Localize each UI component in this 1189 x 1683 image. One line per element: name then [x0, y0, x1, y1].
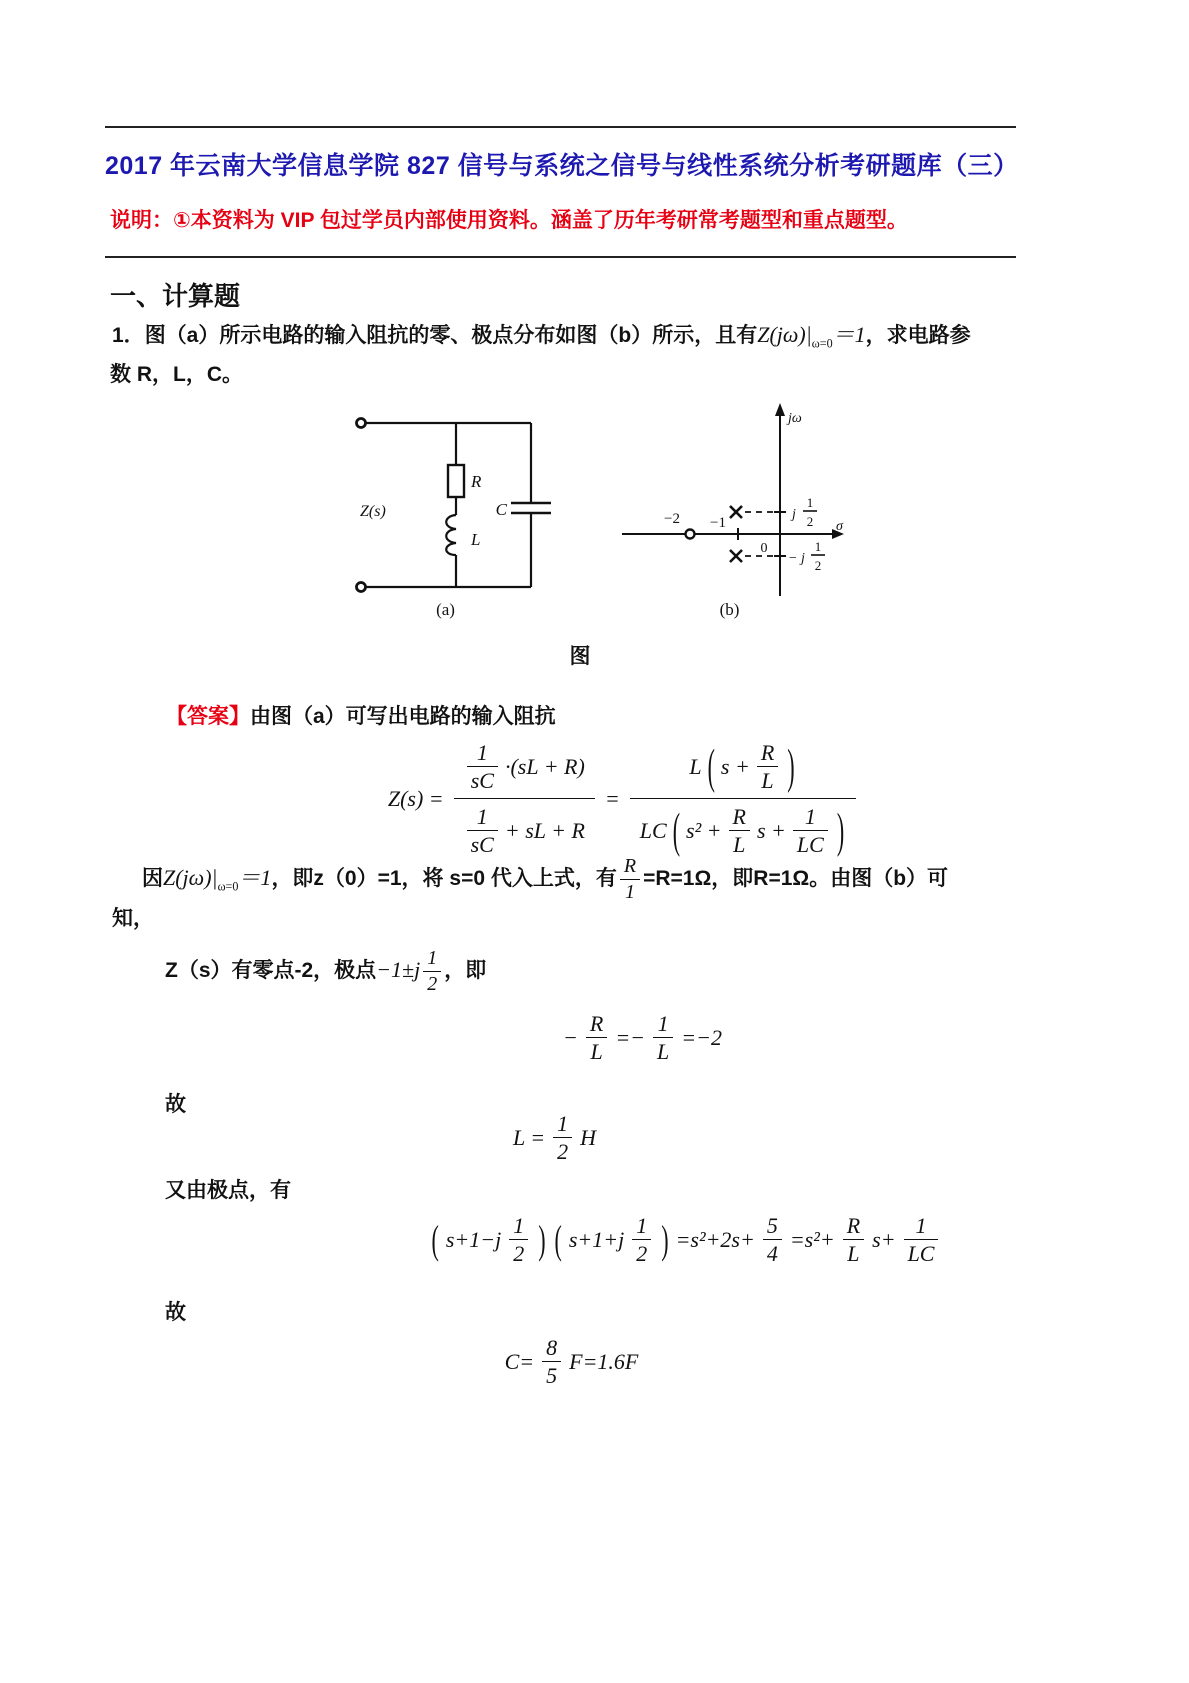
- question-1-line2: 数 R，L，C。: [110, 363, 243, 386]
- answer-intro: [166, 700, 556, 730]
- origin-label: 0: [760, 541, 768, 556]
- fraction: $\frac{R}{1}$: [620, 856, 640, 903]
- inductor-label: L: [471, 530, 481, 549]
- header-divider: [105, 256, 1016, 258]
- left-paren: (: [554, 1215, 562, 1262]
- answer-intro-text: 由图（a）可写出电路的输入阻抗: [250, 705, 556, 728]
- inline-math: $Z(j\omega)|_{\omega=0}=1$: [163, 865, 272, 894]
- eq1-right-fraction: L ( s + $\frac{R}{L}$ ) LC ( s² + $\frac{R}{L}$ s + $\frac{1}{LC}$ ): [630, 738, 856, 859]
- fraction: $\frac{1}{LC}$: [793, 805, 828, 856]
- jw-axis-label: jω: [788, 411, 802, 426]
- fraction: $\frac{R}{L}$: [729, 805, 750, 856]
- terminal-bottom-icon: [357, 583, 366, 592]
- question-number: 1．: [112, 324, 145, 347]
- vip-notice: 说明：①本资料为 VIP 包过学员内部使用资料。涵盖了历年考研常考题型和重点题型。: [110, 209, 908, 232]
- document-title: 2017 年云南大学信息学院 827 信号与系统之信号与线性系统分析考研题库（三）: [105, 152, 1019, 180]
- circuit-figure: [338, 398, 553, 598]
- capacitor-label: C: [495, 500, 507, 519]
- pole-real-label: −1: [710, 515, 726, 531]
- pole-zero-figure: [612, 400, 847, 605]
- fraction: $\frac{1}{sC}$: [467, 741, 498, 792]
- question-text-after: ，求电路参: [865, 324, 971, 347]
- sigma-axis-label: σ: [836, 519, 843, 534]
- question-1-line1: [112, 318, 971, 351]
- fraction: $\frac{1}{2}$: [553, 1112, 572, 1163]
- terminal-top-icon: [357, 419, 366, 428]
- question-text-before: 图（a）所示电路的输入阻抗的零、极点分布如图（b）所示，且有: [144, 324, 758, 347]
- fraction: $\frac{1}{sC}$: [467, 805, 498, 856]
- equals-sign: =: [604, 785, 620, 811]
- upper-frac-den: 2: [806, 514, 814, 529]
- inductor-icon: [446, 515, 456, 555]
- inline-math: −1±j: [376, 957, 421, 983]
- equation-pole-product: ( s+1−j $\frac{1}{2}$ ) ( s+1+j $\frac{1}{2}$ ) =s²+2s+ $\frac{5}{4}$ =s²+ $\frac{R}{L}$ s+ $\frac{1}{LC}$: [91, 1214, 1189, 1265]
- fraction: $\frac{R}{L}$: [757, 741, 778, 792]
- answer-paragraph-3: 又由极点，有: [165, 1179, 291, 1202]
- left-paren: (: [672, 802, 681, 858]
- fraction: $\frac{5}{4}$: [763, 1214, 782, 1265]
- left-paren: (: [431, 1215, 439, 1262]
- fraction: $\frac{1}{L}$: [653, 1012, 673, 1063]
- resistor-icon: [448, 465, 464, 497]
- answer-label: 【答案】: [166, 705, 250, 728]
- pole-lower-icon: [730, 550, 742, 562]
- lower-frac-den: 2: [814, 558, 822, 573]
- jw-axis-arrow-icon: [775, 403, 785, 416]
- connective-gu-2: 故: [165, 1301, 186, 1324]
- figure-caption: 图: [569, 645, 591, 668]
- zero-value-label: −2: [664, 511, 680, 527]
- eq1-left-fraction: $\frac{1}{sC}$ ·(sL + R) $\frac{1}{sC}$ + sL + R: [454, 738, 595, 859]
- fraction: $\frac{1}{2}$: [632, 1214, 651, 1265]
- fraction: $\frac{R}{L}$: [843, 1214, 864, 1265]
- fraction: $\frac{1}{LC}$: [904, 1214, 939, 1265]
- fraction: $\frac{1}{2}$: [423, 948, 441, 995]
- zero-marker-icon: [686, 530, 695, 539]
- eq1-lhs: Z(s) =: [387, 785, 444, 811]
- upper-frac-num: 1: [806, 495, 814, 510]
- right-paren: ): [661, 1215, 669, 1262]
- connective-gu-1: 故: [165, 1093, 186, 1116]
- circuit-diagram: [338, 398, 553, 593]
- fraction: $\frac{1}{2}$: [509, 1214, 528, 1265]
- fraction: $\frac{8}{5}$: [542, 1336, 561, 1387]
- right-paren: ): [538, 1215, 546, 1262]
- right-paren: ): [836, 802, 845, 858]
- section-heading: 一、计算题: [110, 281, 241, 311]
- figure-a-label: (a): [436, 600, 455, 619]
- fraction: $\frac{R}{L}$: [586, 1012, 607, 1063]
- equation-input-impedance: [30, 738, 1189, 859]
- lower-imag-j: − j: [788, 551, 805, 566]
- equation-inductance: L = $\frac{1}{2}$ H: [512, 1111, 597, 1165]
- equation-zero-pole-ratio: − $\frac{R}{L}$ =− $\frac{1}{L}$ =−2: [563, 1011, 722, 1065]
- lower-frac-num: 1: [814, 539, 822, 554]
- answer-paragraph-2: Z（s）有零点-2，极点−1±j $\frac{1}{2}$ ，即: [165, 947, 487, 995]
- pole-zero-plot: [612, 400, 847, 600]
- pole-upper-icon: [730, 506, 742, 518]
- resistor-label: R: [471, 472, 482, 491]
- equation-capacitance: C= $\frac{8}{5}$ F=1.6F: [504, 1335, 639, 1389]
- right-paren: ): [787, 737, 795, 793]
- top-divider: [105, 126, 1016, 128]
- answer-paragraph-1: 因$Z(j\omega)|_{\omega=0}=1$，即z（0）=1，将 s=0 代入上式，有 $\frac{R}{1}$ =R=1Ω，即R=1Ω。由图（b）可: [142, 855, 949, 903]
- figure-b-label: (b): [719, 600, 740, 619]
- upper-imag-j: j: [792, 507, 796, 522]
- answer-paragraph-1-cont: 知，: [112, 907, 154, 930]
- question-inline-math: $Z(j\omega)|_{\omega=0}=1$: [757, 322, 866, 351]
- left-paren: (: [707, 737, 715, 793]
- impedance-label: Z(s): [360, 503, 386, 520]
